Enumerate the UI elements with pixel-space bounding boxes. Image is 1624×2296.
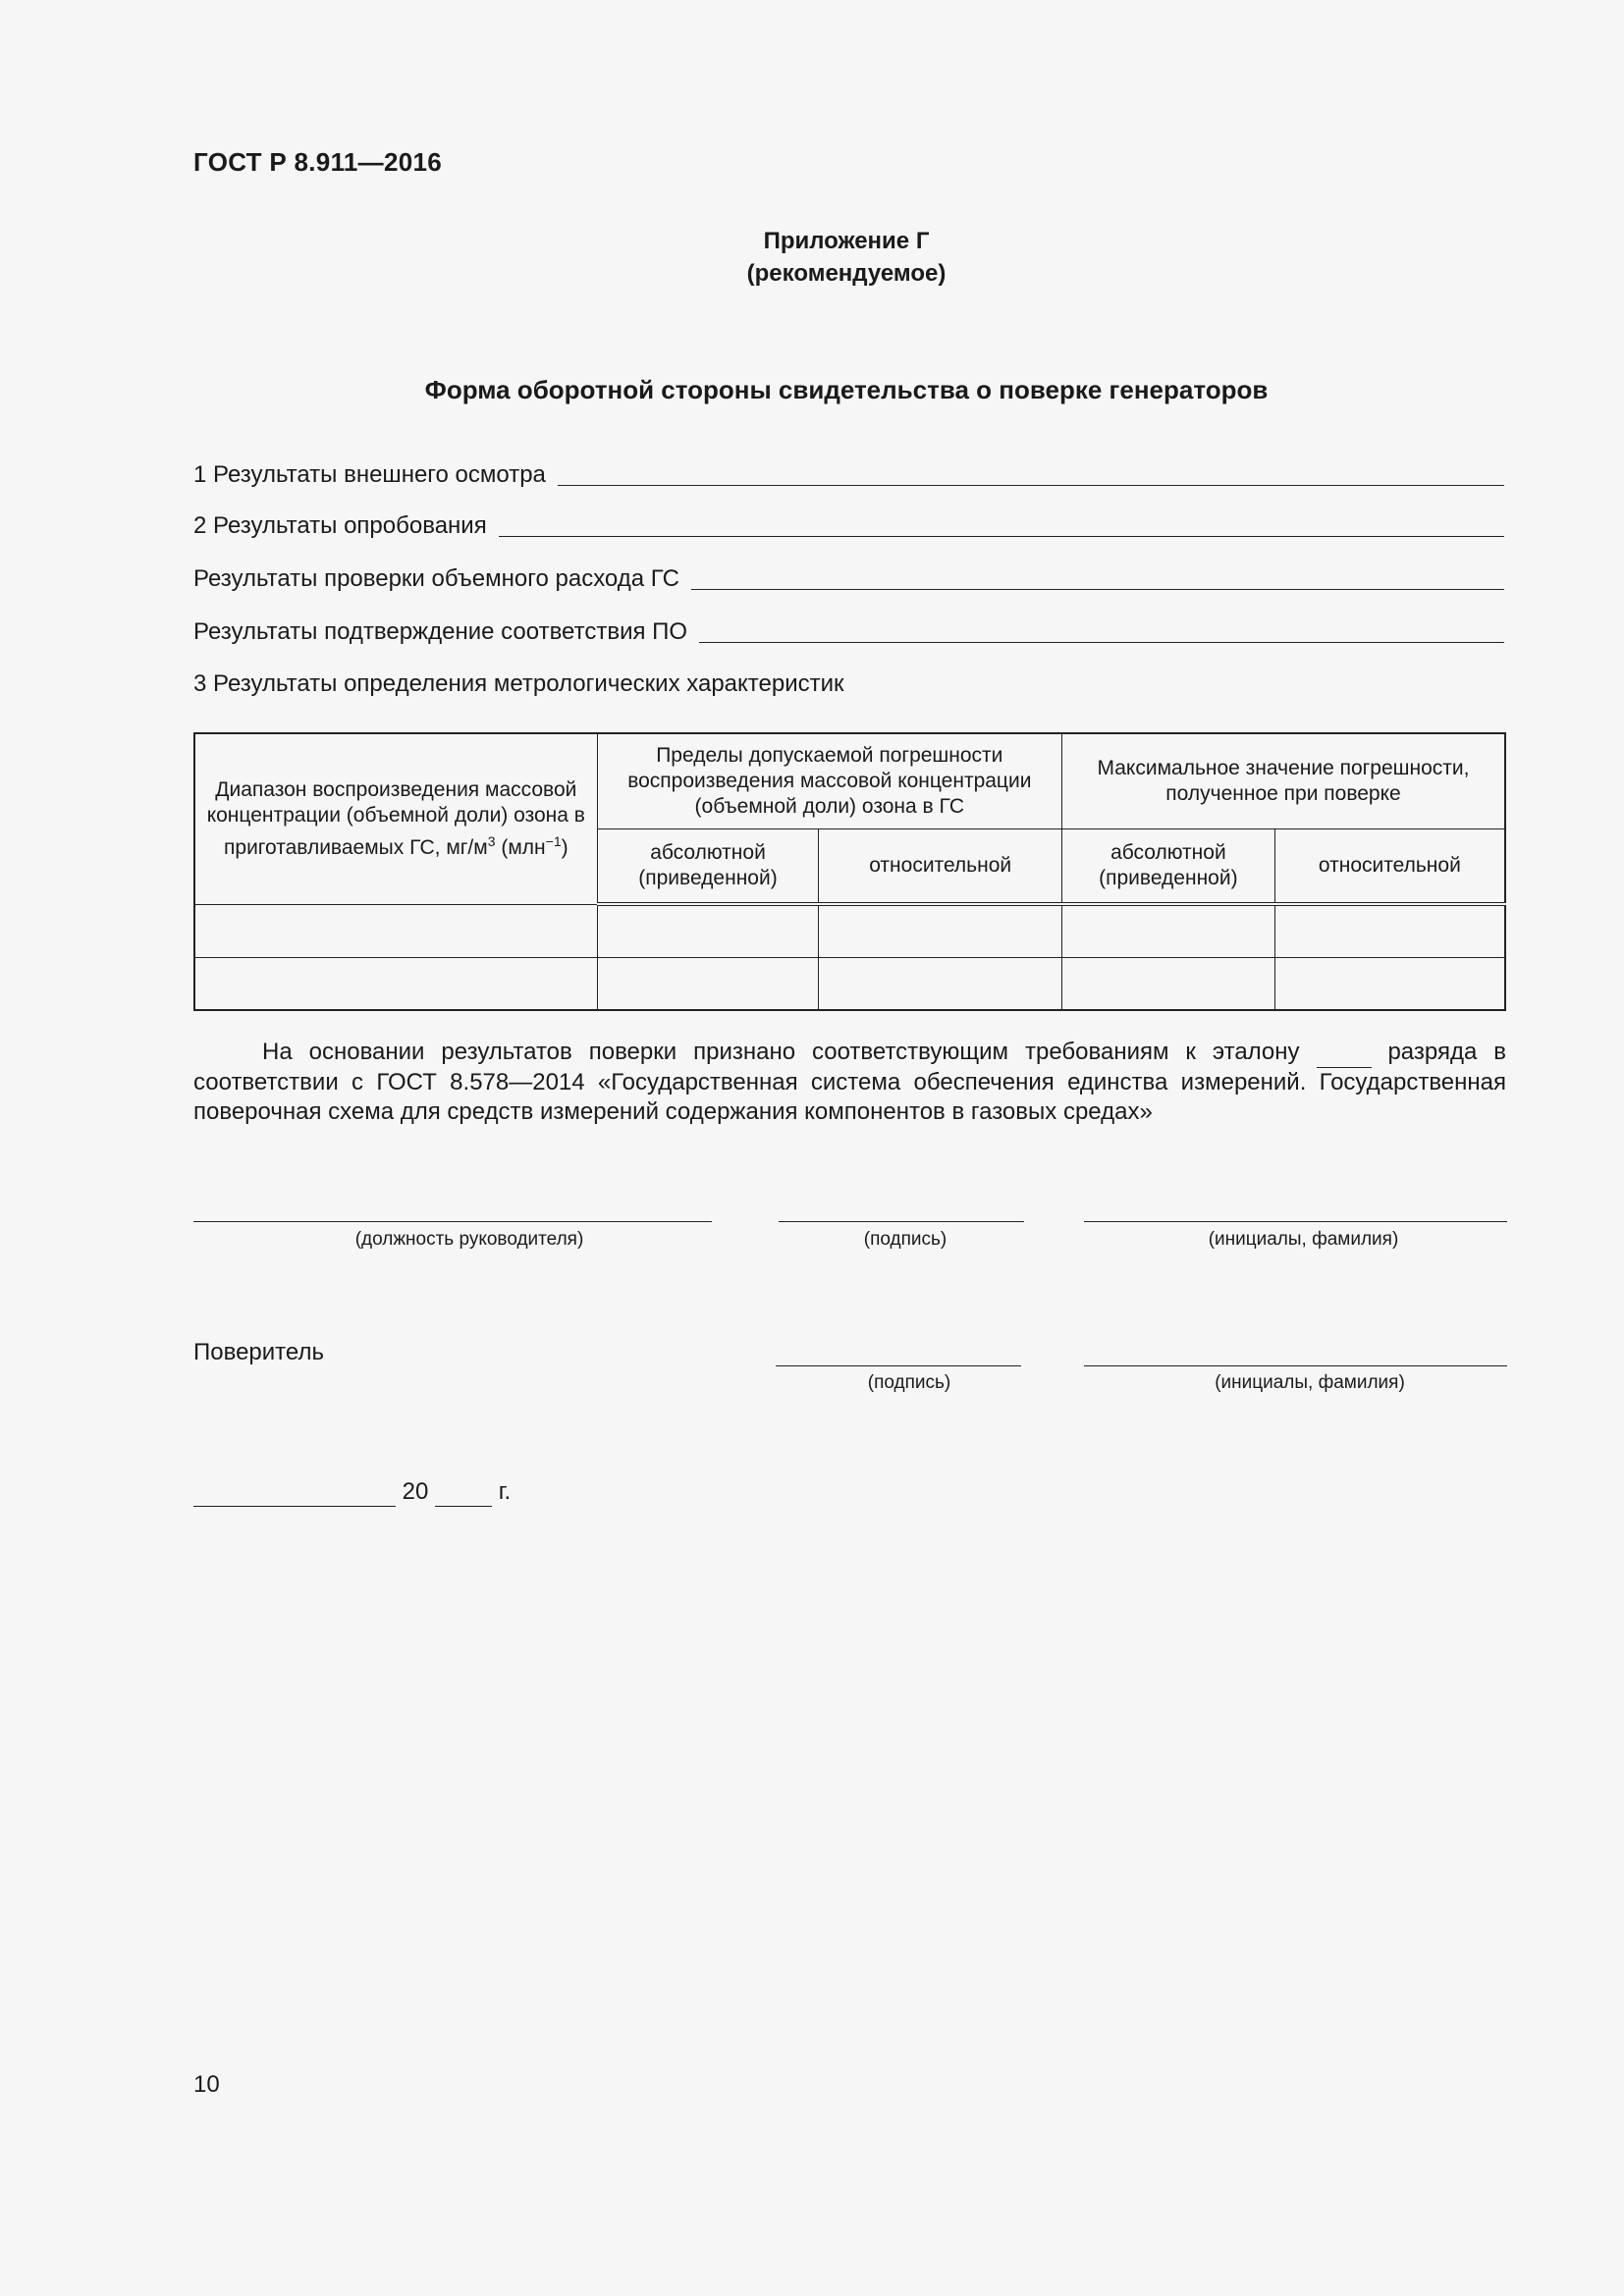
subheader-absolute: абсолютной (приведенной) <box>597 829 819 905</box>
section3-heading: 3 Результаты определения метрологических характеристик <box>193 670 844 697</box>
table-row <box>194 904 1505 958</box>
header-max-error: Максимальное значение погрешности, полученное при поверке <box>1062 733 1506 829</box>
conclusion-paragraph: На основании результатов поверки признано соответствующим требованиям к эталону разряда в соответствии с ГОСТ 8.578—2014 «Государственная система обеспечения единства измерений. Государственная поверочная схема для средств измерений содержания компонентов в газовых средах» <box>193 1039 1507 1125</box>
appendix-heading <box>0 225 1624 290</box>
date-line: 20 г. <box>193 1478 511 1507</box>
field-software-check <box>193 612 1504 645</box>
form-title <box>0 375 1624 405</box>
table-cell <box>1062 958 1275 1011</box>
verifier-signature-line <box>776 1364 1021 1366</box>
fill-line <box>499 535 1504 537</box>
signature-line <box>779 1220 1024 1222</box>
field-label: Результаты проверки объемного расхода ГС <box>193 565 680 592</box>
field-label: Результаты подтверждение соответствия ПО <box>193 618 688 645</box>
name-caption: (инициалы, фамилия) <box>1208 1229 1399 1250</box>
year-blank <box>435 1478 492 1507</box>
field-label: 2 Результаты опробования <box>193 512 487 539</box>
appendix-subtitle: (рекомендуемое) <box>746 260 947 287</box>
verifier-label: Поверитель <box>193 1339 324 1365</box>
table-cell <box>819 958 1062 1011</box>
page-number: 10 <box>193 2071 220 2098</box>
subheader-relative: относительной <box>1274 829 1505 905</box>
subheader-absolute: абсолютной (приведенной) <box>1062 829 1275 905</box>
appendix-title: Приложение Г <box>763 228 930 254</box>
signature-caption: (подпись) <box>863 1229 947 1250</box>
results-table <box>193 732 1506 1011</box>
table-cell <box>1062 904 1275 958</box>
field-external-inspection <box>193 454 1504 488</box>
table-cell <box>1274 958 1505 1011</box>
verifier-name-caption: (инициалы, фамилия) <box>1215 1372 1405 1393</box>
verifier-name-line <box>1084 1364 1507 1366</box>
header-range: Диапазон воспроизведения массовой концентрации (объемной доли) озона в приготавливаемых ГС, $мг/м^3$ (млн$^{-1}$) <box>194 733 597 904</box>
position-line <box>193 1220 712 1222</box>
class-blank <box>1317 1038 1372 1068</box>
table-cell <box>597 958 819 1011</box>
field-testing <box>193 506 1504 539</box>
table-row <box>194 958 1505 1011</box>
fill-line <box>691 588 1504 590</box>
table-cell <box>597 904 819 958</box>
verifier-signature-caption: (подпись) <box>867 1372 951 1393</box>
date-blank <box>193 1478 396 1507</box>
fill-line <box>558 484 1504 486</box>
table-cell <box>1274 904 1505 958</box>
fill-line <box>699 641 1504 643</box>
table-header-row <box>194 733 1505 829</box>
form-title-text: Форма оборотной стороны свидетельства о поверке генераторов <box>424 375 1269 404</box>
table-cell <box>194 958 597 1011</box>
field-label: 1 Результаты внешнего осмотра <box>193 461 546 488</box>
subheader-relative: относительной <box>819 829 1062 905</box>
field-flow-check <box>193 559 1504 592</box>
table-cell <box>819 904 1062 958</box>
header-permissible-limits: Пределы допускаемой погрешности воспроизведения массовой концентрации (объемной доли) озона в ГС <box>597 733 1061 829</box>
document-code: ГОСТ Р 8.911—2016 <box>193 147 442 177</box>
position-caption: (должность руководителя) <box>354 1229 584 1250</box>
table-cell <box>194 904 597 958</box>
name-line <box>1084 1220 1507 1222</box>
